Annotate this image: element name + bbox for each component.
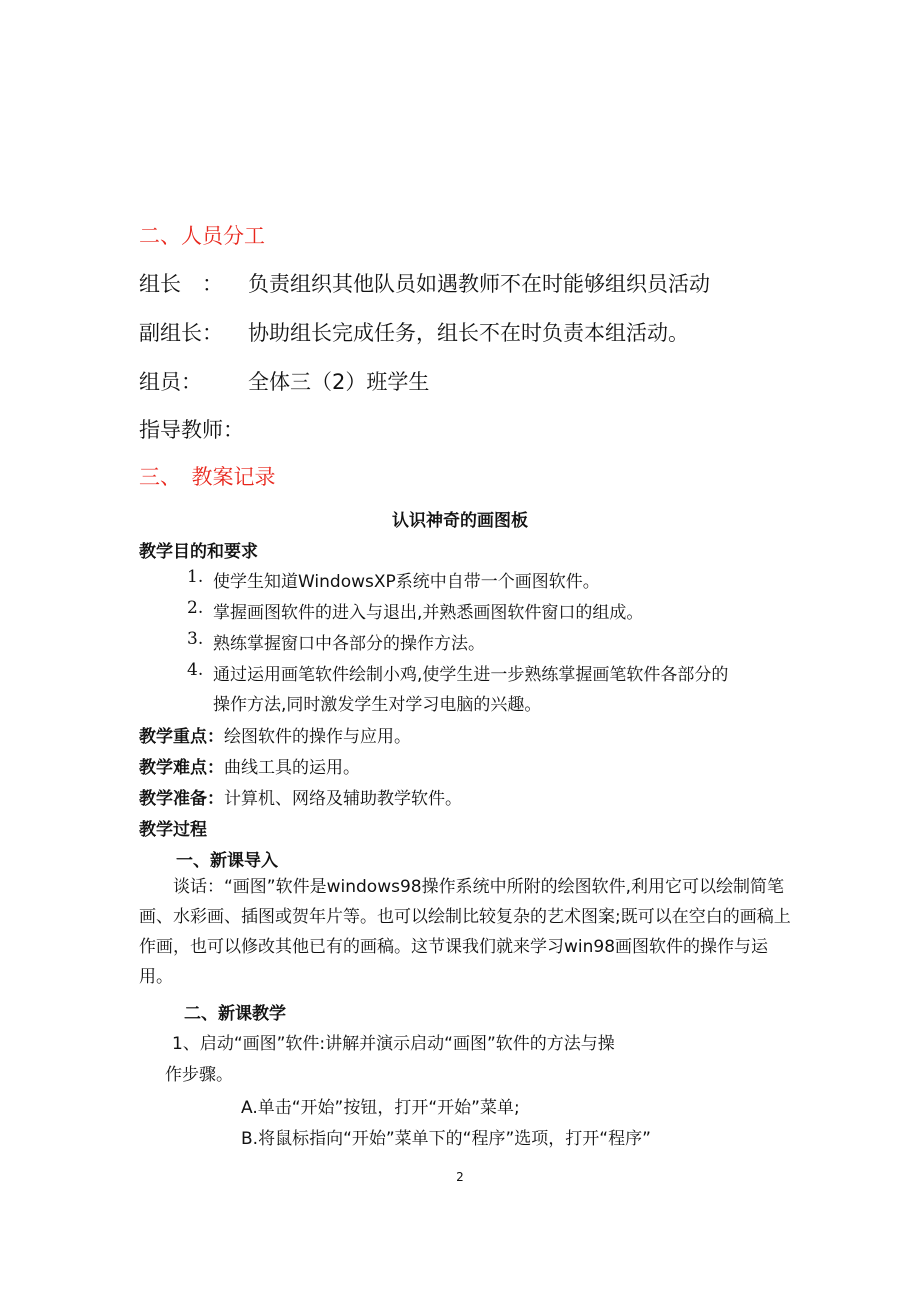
goals-heading: 教学目的和要求 [139,542,258,562]
role-member-label: 组员： [139,370,202,394]
new-lesson-intro-heading: 一、新课导入 [176,851,278,871]
difficulty-label: 教学难点： [139,758,224,778]
process-heading: 教学过程 [139,820,207,840]
goal-item: 通过运用画笔软件绘制小鸡,使学生进一步熟练掌握画笔软件各部分的 [213,665,729,685]
role-deputy-label: 副组长： [139,321,223,345]
intro-paragraph: 谈话：“画图”软件是windows98操作系统中所附的绘图软件,利用它可以绘制简笔画、水彩画、插图或贺年片等。也可以绘制比较复杂的艺术图案;既可以在空白的画稿上作画，也可以修改其他已有的画稿。这节课我们就来学习win98画图软件的操作与运用。 [139,877,791,987]
difficulty-row [139,753,360,778]
key-point-text: 绘图软件的操作与应用。 [224,727,411,747]
step-1-line-1: 1、启动“画图”软件:讲解并演示启动“画图”软件的方法与操 [172,1034,615,1054]
goal-number: 4. [187,660,204,680]
role-member-desc: 全体三（2）班学生 [248,370,430,394]
prep-text: 计算机、网络及辅助教学软件。 [224,789,462,809]
prep-label: 教学准备： [139,789,224,809]
step-1-line-2: 作步骤。 [165,1065,233,1085]
goal-item: 掌握画图软件的进入与退出,并熟悉画图软件窗口的组成。 [213,603,644,623]
prep-row [139,784,462,809]
goal-item: 熟练掌握窗口中各部分的操作方法。 [213,634,485,654]
role-deputy-desc: 协助组长完成任务，组长不在时负责本组活动。 [248,321,689,345]
step-a: A.单击“开始”按钮，打开“开始”菜单; [241,1098,520,1118]
teacher-label: 指导教师： [139,418,244,442]
goal-item: 使学生知道WindowsXP系统中自带一个画图软件。 [213,572,600,592]
section-3-heading: 三、 教案记录 [139,465,276,489]
difficulty-text: 曲线工具的运用。 [224,758,360,778]
section-2-heading: 二、人员分工 [139,224,265,248]
key-point-label: 教学重点： [139,727,224,747]
goal-item-continuation: 操作方法,同时激发学生对学习电脑的兴趣。 [213,695,542,715]
lesson-title: 认识神奇的画图板 [392,511,528,531]
step-b: B.将鼠标指向“开始”菜单下的“程序”选项，打开“程序” [241,1129,651,1149]
goal-number: 2. [187,598,204,618]
role-leader-desc: 负责组织其他队员如遇教师不在时能够组织员活动 [248,272,710,296]
goal-number: 1. [187,567,204,587]
new-lesson-teaching-heading: 二、新课教学 [184,1004,286,1024]
key-point-row [139,722,411,747]
goal-number: 3. [187,629,204,649]
role-leader-label: 组长 ： [139,272,223,296]
page-number: 2 [456,1170,464,1184]
